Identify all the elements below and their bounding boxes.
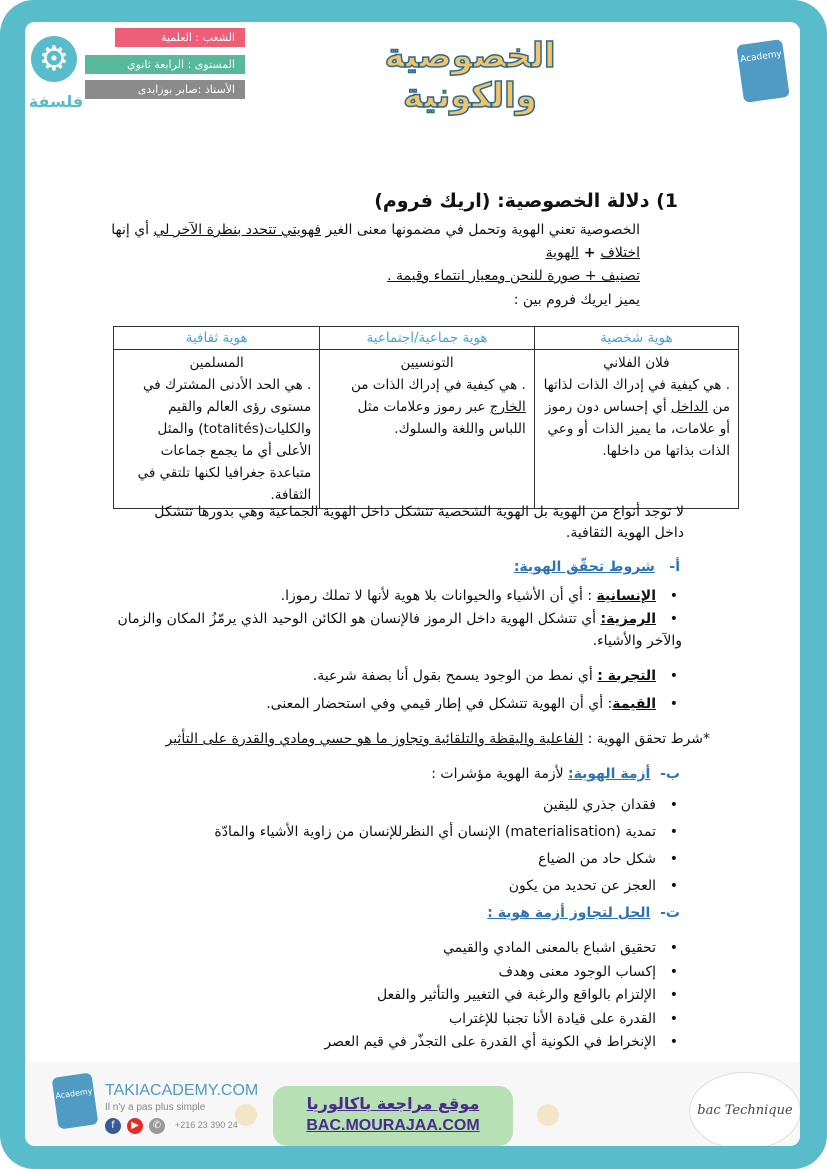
section-tag: الشعب : العلمية: [115, 28, 245, 47]
falsafa-logo: [27, 30, 85, 110]
list-item: [266, 662, 682, 690]
takiacademy-logo: Academy: [52, 1072, 99, 1129]
cell-name: التونسيين: [400, 355, 454, 371]
intro-text: الخصوصية تعني الهوية وتحمل في مضمونها معنى الغير: [321, 222, 640, 238]
facebook-icon[interactable]: f: [105, 1118, 121, 1134]
phone-icon: ✆: [149, 1118, 165, 1134]
list-item: • إكساب الوجود معنى وهدف: [324, 961, 682, 985]
conditions-list: [118, 585, 682, 631]
table-header: هوية جماعية/اجتماعية: [320, 327, 534, 350]
list-item: [118, 608, 682, 631]
difference-term: اختلاف: [600, 245, 640, 261]
gear-icon: ⚙: [31, 36, 77, 82]
heading-num: أ-: [669, 559, 680, 575]
book-icon: [235, 1104, 257, 1126]
bac-technique-logo: bac Technique: [689, 1072, 800, 1146]
classification-rest: + صورة للنحن ومعيار انتماء وقيمة .: [387, 268, 602, 284]
heading-text: الحل لتجاوز أزمة هوية :: [487, 905, 651, 921]
item-text: أي تتشكل الهوية داخل الرموز فالإنسان هو الكائن الوحيد الذي يرمّزُ المكان والزمان: [117, 611, 601, 627]
list-item: • القدرة على قيادة الأنا تجنبا للإغتراب: [324, 1008, 682, 1032]
list-item: • العجز عن تحديد من يكون: [214, 873, 682, 900]
item-term: الرمزية:: [600, 611, 656, 627]
crisis-heading: [431, 766, 680, 782]
section-heading: 1) دلالة الخصوصية: (اريك فروم): [374, 190, 678, 212]
heading-num: ت-: [660, 905, 680, 921]
heading-text: شروط تحقّق الهوية:: [513, 559, 655, 575]
cell-text: . هي كيفية في إدراك الذات لذاتها من: [543, 377, 730, 415]
page-title: الخصوصية والكونية: [384, 36, 556, 116]
cell-text: . هي كيفية في إدراك الذات من: [350, 377, 526, 393]
intro-underlined: فهويتي تتحدد بنظرة الآخر لي: [153, 222, 322, 238]
table-row: [114, 350, 739, 509]
list-item: [266, 690, 682, 718]
table-header: هوية ثقافية: [114, 327, 320, 350]
heading-text: أزمة الهوية:: [568, 766, 651, 782]
identity-condition-note: [165, 731, 710, 747]
table-header: هوية شخصية: [534, 327, 738, 350]
cell-text: أي إحساس دون رموز أو علامات، ما يميز الذات أو وعي الذات بذاتها من داخلها.: [545, 399, 730, 459]
site-url-link[interactable]: BAC.MOURAJAA.COM: [306, 1117, 480, 1134]
table-cell-cultural: [114, 350, 320, 509]
identity-term: الهوية: [545, 245, 579, 261]
list-item: [118, 585, 682, 608]
plus-sign: +: [578, 245, 601, 261]
footer: [25, 1062, 800, 1146]
item-term: الإنسانية: [596, 588, 656, 604]
heading-num: ب-: [660, 766, 680, 782]
falsafa-brand: فلسفة: [28, 92, 84, 111]
intro-line-3: [387, 268, 640, 284]
list-item: • الإلتزام بالواقع والرغبة في التغيير والتأثير والفعل: [324, 984, 682, 1008]
table-header-row: [114, 327, 739, 350]
cell-name: فلان الفلاني: [603, 355, 670, 371]
list-item: • شكل حاد من الضياع: [214, 846, 682, 873]
item-term: التجربة :: [597, 668, 656, 684]
solution-list: [324, 937, 682, 1055]
intro-line-1: [111, 222, 640, 238]
list-item: • تمدية (materialisation) الإنسان أي النظرللإنسان من زاوية الأشياء والمادّة: [214, 819, 682, 846]
cell-underlined: الخارج: [489, 399, 526, 415]
star-label: *شرط تحقق الهوية :: [583, 731, 710, 747]
note-line-1: لا توجد أنواع من الهوية بل الهوية الشخصية تتشكل داخل الهوية الجماعية وهي بدورها تتشكل: [154, 504, 684, 520]
header: [25, 22, 800, 114]
footer-phone: +216 23 390 24: [175, 1120, 238, 1130]
conditions-list-2: [266, 662, 682, 718]
table-cell-personal: [534, 350, 738, 509]
item-text: أي نمط من الوجود يسمح بقول أنا بصفة شرعية.: [312, 668, 598, 684]
heading-rest: لأزمة الهوية مؤشرات :: [431, 766, 569, 782]
item-text: : أي أن الهوية تتشكل في إطار قيمي وفي استحضار المعنى.: [266, 696, 613, 712]
footer-brand: TAKIACADEMY.COM: [105, 1082, 259, 1099]
academy-logo: [736, 39, 790, 103]
list-item: • فقدان جذري لليقين: [214, 792, 682, 819]
item-text: : أي أن الأشياء والحيوانات بلا هوية لأنها لا تملك رموزا.: [280, 588, 597, 604]
item-term: القيمة: [612, 696, 656, 712]
cell-text: . هي الحد الأدنى المشترك في مستوى رؤى العالم والقيم والكليات(totalités) والمثل الأعلى أي ما يجمع جماعات متباعدة جغرافيا لكنها تلتقي في الثقافة.: [137, 377, 312, 503]
solution-heading: [487, 905, 680, 921]
star-text: الفاعلية واليقظة والتلقائية وتجاوز ما هو حسي ومادي والقدرة على التأثير: [165, 731, 584, 747]
list-item: • الإنخراط في الكونية أي القدرة على التجذّر في قيم العصر: [324, 1031, 682, 1055]
site-arabic-link[interactable]: موقع مراجعة باكالوريا: [306, 1094, 480, 1113]
classification-term: تصنيف: [601, 268, 640, 284]
note-line-2: داخل الهوية الثقافية.: [565, 525, 684, 541]
teacher-tag: الأستاذ :صابر بوزايدى: [85, 80, 245, 99]
level-tag: المستوى : الرابعة ثانوي: [85, 55, 245, 74]
intro-end: أي إنها: [111, 222, 154, 238]
cell-text: عبر رموز وعلامات مثل اللباس واللغة والسلوك.: [357, 399, 526, 437]
conditions-heading: [514, 559, 680, 575]
book-icon: [537, 1104, 559, 1126]
intro-line-2: [546, 245, 640, 261]
intro-line-4: يميز ايريك فروم بين :: [513, 292, 640, 308]
list-item: • تحقيق اشباع بالمعنى المادي والقيمي: [324, 937, 682, 961]
footer-slogan: Il n'y a pas plus simple: [105, 1102, 206, 1113]
table-cell-collective: [320, 350, 534, 509]
identity-table: [113, 326, 739, 509]
bac-mourajaa-banner[interactable]: [273, 1086, 513, 1146]
youtube-icon[interactable]: ▶: [127, 1118, 143, 1134]
cell-name: المسلمين: [189, 355, 244, 371]
crisis-list: [214, 792, 682, 900]
academy-logo-text: Academy: [739, 49, 783, 65]
document-sheet: [25, 22, 800, 1146]
cell-underlined: الداخل: [670, 399, 709, 415]
cond2-continuation: والآخر والأشياء.: [592, 633, 682, 649]
